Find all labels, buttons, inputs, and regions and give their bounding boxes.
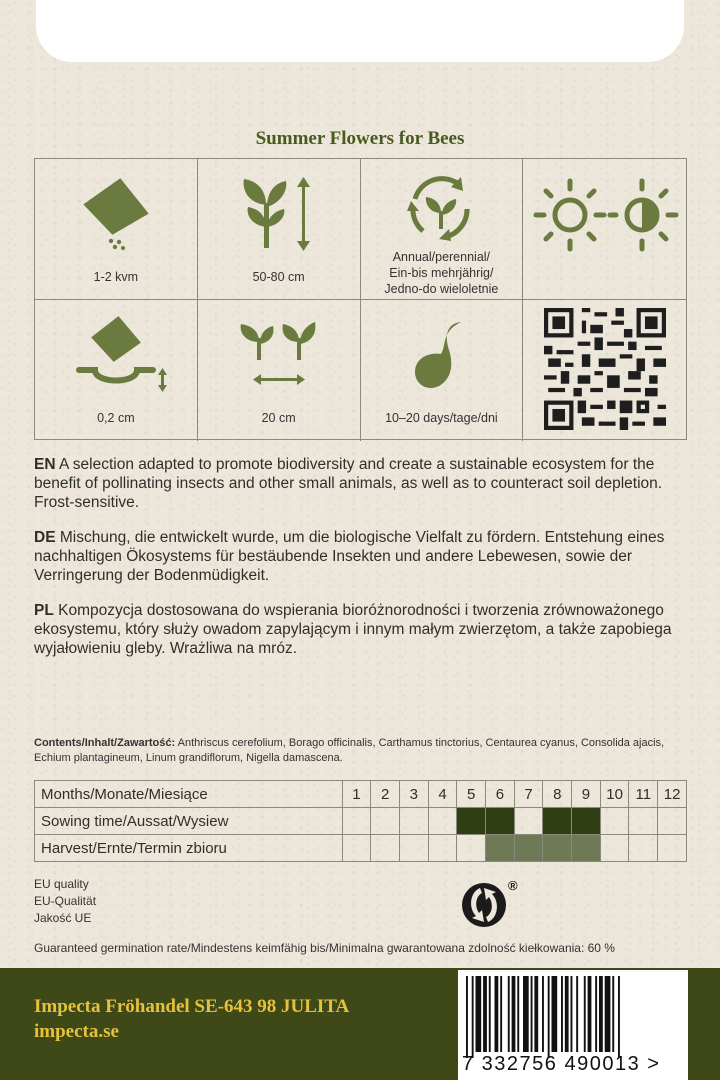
barcode-bar	[561, 976, 563, 1052]
contents-text: Anthriscus cerefolium, Borago officinalis, Carthamus tinctorius, Centaurea cyanus, Consolida ajacis, Echium plantagineum, Linum grandiflorum, Nigella damascena.	[34, 737, 665, 764]
calendar-header-row	[35, 781, 687, 808]
harvest-cell	[371, 835, 400, 862]
sowing-row	[35, 808, 687, 835]
sow-cell	[600, 808, 629, 835]
cell-plant-height	[198, 159, 361, 300]
sowing-depth-icon	[61, 314, 171, 400]
cell-germination	[361, 300, 524, 441]
cell-caption: 0,2 cm	[97, 411, 135, 425]
barcode-bar	[571, 976, 573, 1052]
barcode-bar	[531, 976, 533, 1052]
contents-label: Contents/Inhalt/Zawartość:	[34, 737, 176, 749]
description-en	[34, 455, 689, 512]
cell-caption: 1-2 kvm	[93, 270, 139, 284]
green-dot-recycling-icon	[460, 878, 522, 930]
barcode-bar	[517, 976, 519, 1052]
description-en-text: A selection adapted to promote biodiversity and create a sustainable ecosystem for the benefit of pollinating insects and other small animals, as well as to counteract soil depletion. Frost-sensitive.	[34, 456, 663, 511]
cell-caption: 50-80 cm	[252, 270, 305, 284]
website-link[interactable]: impecta.se	[34, 1021, 119, 1042]
barcode-bar	[552, 976, 558, 1052]
sowing-area-icon	[71, 173, 161, 253]
month-6: 6	[486, 781, 515, 808]
plant-spacing-icon	[229, 314, 329, 400]
company-address	[34, 994, 349, 1044]
barcode-bar	[466, 976, 468, 1058]
month-10: 10	[600, 781, 629, 808]
sow-cell	[371, 808, 400, 835]
eu-quality-de: EU-Qualität	[34, 894, 97, 908]
cell-sowing-depth	[35, 300, 198, 441]
barcode-bar	[588, 976, 592, 1052]
harvest-cell	[486, 835, 515, 862]
lifecycle-icon	[401, 173, 481, 245]
cell-caption: Annual/perennial/ Ein-bis mehrjährig/ Jedno-do wieloletnie	[384, 250, 499, 296]
cell-caption: 10–20 days/tage/dni	[385, 411, 498, 425]
month-11: 11	[629, 781, 658, 808]
registered-mark: ®	[508, 878, 518, 893]
sow-cell	[572, 808, 601, 835]
sow-cell	[399, 808, 428, 835]
cell-sowing-area	[35, 159, 198, 300]
cell-plant-spacing	[198, 300, 361, 441]
sowing-label: Sowing time/Aussat/Wysiew	[35, 808, 343, 835]
barcode-bar	[489, 976, 491, 1052]
barcode-bar	[595, 976, 597, 1052]
barcode-bar	[565, 976, 569, 1052]
barcode-digits: 7 332756 490013 >	[462, 1053, 661, 1075]
harvest-cell	[428, 835, 457, 862]
icon-grid	[34, 158, 687, 440]
harvest-cell	[514, 835, 543, 862]
month-7: 7	[514, 781, 543, 808]
barcode-bar	[483, 976, 487, 1052]
germination-rate: Guaranteed germination rate/Mindestens keimfähig bis/Minimalna gwarantowana zdolność kiełkowania: 60 %	[34, 941, 615, 955]
description-de	[34, 528, 689, 585]
barcode-bar	[508, 976, 510, 1052]
plant-height-icon	[234, 173, 324, 253]
description-de-text: Mischung, die entwickelt wurde, um die biologische Vielfalt zu fördern. Entstehung eines nachhaltigen Ökosystems für bestäubende Insekten und andere Lebewesen, sowie der Verringerung der Bodenmüdigkeit.	[34, 529, 665, 584]
description-pl	[34, 601, 689, 658]
barcode-bar	[495, 976, 499, 1052]
barcode-bar	[548, 976, 550, 1058]
barcode	[458, 970, 688, 1080]
harvest-cell	[572, 835, 601, 862]
harvest-row	[35, 835, 687, 862]
harvest-cell	[629, 835, 658, 862]
cell-sun-exposure	[523, 159, 686, 300]
harvest-cell	[342, 835, 371, 862]
page-title: Summer Flowers for Bees	[255, 128, 465, 149]
month-1: 1	[342, 781, 371, 808]
month-5: 5	[457, 781, 486, 808]
barcode-bar	[612, 976, 614, 1052]
contents-list	[34, 736, 694, 766]
harvest-cell	[658, 835, 687, 862]
barcode-bar	[618, 976, 620, 1058]
sow-cell	[629, 808, 658, 835]
month-9: 9	[572, 781, 601, 808]
barcode-bar	[472, 976, 474, 1058]
germination-time-icon	[401, 314, 481, 400]
harvest-cell	[543, 835, 572, 862]
eu-quality-en: EU quality	[34, 877, 89, 891]
eu-quality	[34, 876, 96, 927]
sow-cell	[543, 808, 572, 835]
lang-code-de: DE	[34, 529, 56, 546]
month-2: 2	[371, 781, 400, 808]
sow-cell	[428, 808, 457, 835]
barcode-bar	[512, 976, 516, 1052]
cell-qr-code	[523, 300, 686, 441]
hanger-cutout	[36, 0, 684, 62]
lang-code-pl: PL	[34, 602, 54, 619]
sowing-calendar	[34, 780, 687, 862]
cell-caption: 20 cm	[261, 411, 296, 425]
barcode-bar	[599, 976, 603, 1052]
harvest-label: Harvest/Ernte/Termin zbioru	[35, 835, 343, 862]
month-8: 8	[543, 781, 572, 808]
sow-cell	[514, 808, 543, 835]
lang-code-en: EN	[34, 456, 56, 473]
qr-code-icon[interactable]	[544, 308, 666, 430]
barcode-bar	[534, 976, 538, 1052]
month-3: 3	[399, 781, 428, 808]
barcode-bar	[476, 976, 482, 1052]
barcode-bar	[523, 976, 529, 1052]
sun-exposure-icon	[530, 177, 680, 257]
barcode-bar	[542, 976, 544, 1052]
cell-lifecycle	[361, 159, 524, 300]
sow-cell	[342, 808, 371, 835]
barcode-bar	[584, 976, 586, 1052]
harvest-cell	[600, 835, 629, 862]
harvest-cell	[399, 835, 428, 862]
barcode-bar	[500, 976, 502, 1052]
sow-cell	[486, 808, 515, 835]
barcode-bar	[576, 976, 578, 1052]
sow-cell	[658, 808, 687, 835]
description-pl-text: Kompozycja dostosowana do wspierania bioróżnorodności i tworzenia zrównoważonego ekosystemu, który służy owadom zapylającym i innym małym zwierzętom, a także zapobiega wyjałowieniu gleby. Wrażliwa na mróz.	[34, 602, 672, 657]
month-4: 4	[428, 781, 457, 808]
sow-cell	[457, 808, 486, 835]
months-label: Months/Monate/Miesiące	[35, 781, 343, 808]
barcode-bar	[605, 976, 611, 1052]
address-line: Impecta Fröhandel SE-643 98 JULITA	[34, 996, 350, 1017]
eu-quality-pl: Jakość UE	[34, 911, 92, 925]
harvest-cell	[457, 835, 486, 862]
month-12: 12	[658, 781, 687, 808]
